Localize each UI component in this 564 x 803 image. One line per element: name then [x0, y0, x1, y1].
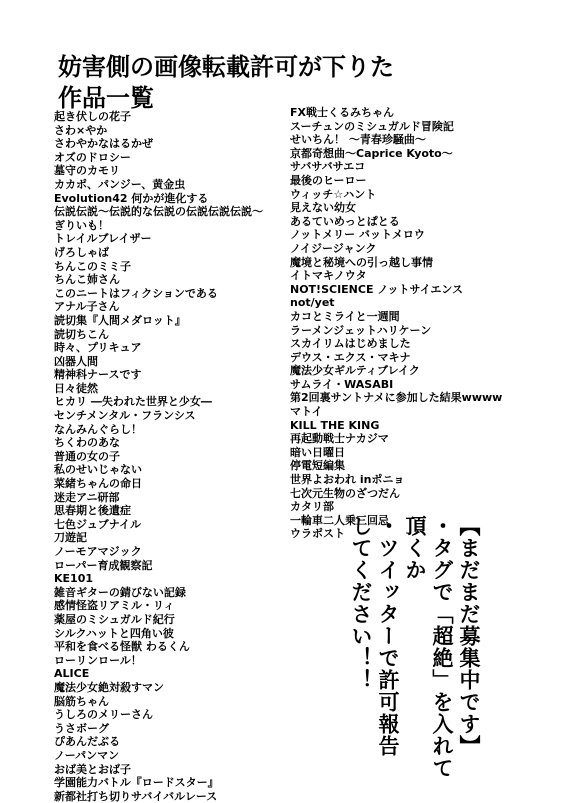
list-item: KILL THE KING — [290, 418, 380, 432]
list-item: 起き伏しの花子 — [54, 110, 131, 123]
list-item: 第2回裏サントナメに参加した結果wwww — [290, 391, 503, 405]
note-line-1: 【まだまだ募集中です】 — [457, 515, 481, 757]
list-item: アナル子さん — [54, 300, 120, 314]
list-item: ノーモアマジック — [54, 545, 142, 558]
list-item: げろしゃば — [54, 245, 109, 259]
list-item: オズのドロシー — [54, 150, 131, 164]
list-item: マトイ — [290, 405, 323, 419]
list-item: ウラポスト — [290, 527, 345, 541]
list-item: スカイリムはじめました — [290, 337, 411, 351]
list-item: ウィッチ☆ハント — [290, 187, 377, 201]
list-item: ぴあんだぶる — [54, 735, 120, 749]
list-item: 見えない幼女 — [290, 201, 356, 215]
list-item: うさボーグ — [54, 721, 109, 735]
list-item: ヒカリ ―失われた世界と少女― — [54, 395, 212, 409]
list-item: 新都社打ち切りサバイバルレース — [54, 789, 218, 803]
list-item: ぎりいも！ — [54, 218, 109, 232]
title-line-2: 作品一覧 — [58, 84, 154, 112]
list-item: NOT!SCIENCE ノットサイエンス — [290, 282, 463, 296]
list-item: 思春期と後遺症 — [54, 504, 131, 518]
list-item: 刀遊記 — [54, 531, 87, 545]
list-item: サバサバサエコ — [290, 160, 366, 174]
list-item: 一輪車二人乗三回忌 — [290, 513, 389, 527]
note-line-4: してください！！ — [349, 515, 373, 691]
list-item: トレイルブレイザー — [54, 232, 152, 246]
list-item: ローリンロール！ — [54, 653, 142, 667]
list-item: 七色ジュブナイル — [54, 517, 142, 531]
page-title — [58, 52, 394, 114]
list-item: 京都奇想曲～Caprice Kyoto～ — [290, 146, 453, 160]
recruitment-note — [349, 515, 482, 795]
list-item: せいちん！ ～青春珍騒曲～ — [290, 133, 426, 147]
list-item: デウス・エクス・マキナ — [290, 350, 411, 364]
list-item: 感情怪盗リアミル・リィ — [54, 599, 175, 613]
note-line-2: ・タグで「超絶」を入れて頂くか — [403, 515, 454, 779]
list-item: 読切ちこん — [54, 327, 109, 341]
list-item: ちんこのミミ子 — [54, 259, 131, 273]
list-item: 迷走アニ研部 — [54, 490, 120, 504]
list-item: うしろのメリーさん — [54, 708, 153, 722]
list-item: ちくわのあな — [54, 436, 120, 450]
list-item: カタリ部 — [290, 500, 334, 514]
list-item: さわ×やか — [54, 123, 108, 137]
list-item: スーチュンのミシュガルド冒険記 — [290, 119, 454, 133]
list-item: 精神科ナースです — [54, 368, 142, 382]
list-item: 凶器人間 — [54, 354, 98, 368]
list-item: 最後のヒーロー — [290, 173, 367, 187]
list-item: 読切集『人間メダロット』 — [54, 313, 186, 327]
list-item: おば美とおば子 — [54, 762, 131, 776]
list-item: このニートはフィクションである — [54, 286, 218, 300]
list-item: 魔境と秘境への引っ越し事情 — [290, 255, 433, 269]
list-item: 薬屋のミシュガルド紀行 — [54, 612, 175, 626]
title-line-1: 妨害側の画像転載許可が下りた — [58, 53, 394, 81]
list-item: カカポ、パンジー、黄金虫 — [54, 177, 186, 191]
list-item: 墓守のカモリ — [54, 164, 120, 178]
list-item: あるていめっとぱとる — [290, 214, 400, 228]
list-item: ラーメンジェットハリケーン — [290, 323, 432, 337]
list-item: 私のせいじゃない — [54, 463, 142, 477]
list-item: 魔法少女絶対殺すマン — [54, 680, 164, 694]
list-item: ちんこ姉さん — [54, 273, 120, 287]
list-item: 普通の女の子 — [54, 449, 120, 463]
list-item: ノットメリー バットメロウ — [290, 228, 425, 242]
list-item: ローパー育成観察記 — [54, 558, 153, 572]
list-item: 伝説伝説～伝説的な伝説の伝説伝説伝説～ — [54, 205, 263, 219]
note-line-3: ・ツイッターで許可報告 — [376, 515, 400, 757]
list-item: 平和を食べる怪獣 わるくん — [54, 640, 190, 654]
list-item: なんみんぐらし！ — [54, 422, 142, 436]
list-item: 時々、プリキュア — [54, 341, 142, 355]
list-item: not/yet — [290, 296, 335, 310]
list-item: FX戦士くるみちゃん — [290, 106, 394, 119]
list-item: 脳筋ちゃん — [54, 694, 109, 708]
list-item: 学園能力バトル『ロードスター』 — [54, 776, 219, 790]
list-item: 暗い日曜日 — [290, 445, 345, 459]
right-work-list — [290, 106, 502, 541]
list-item: 停電短編集 — [290, 459, 345, 473]
list-item: カコとミライと一週間 — [290, 309, 400, 323]
list-item: KE101 — [54, 572, 93, 586]
list-item: センチメンタル・フランシス — [54, 409, 196, 423]
list-item: 七次元生物のざつだん — [290, 486, 400, 500]
list-item: 日々徒然 — [54, 381, 98, 395]
list-item: イトマキノウタ — [290, 269, 367, 283]
list-item: 魔法少女ギルティブレイク — [290, 364, 420, 378]
list-item: ALICE — [54, 667, 90, 681]
list-item: さわやかなはるかぜ — [54, 137, 153, 151]
list-item: Evolution42 何かが進化する — [54, 191, 209, 205]
list-item: サムライ・WASABI — [290, 377, 394, 391]
list-item: シルクハットと四角い彼 — [54, 626, 174, 640]
list-item: 再起動戦士ナカジマ — [290, 432, 389, 446]
list-item: 世界よおわれ inポニョ — [290, 473, 405, 487]
left-work-list — [54, 110, 263, 803]
list-item: 雑音ギターの錆びない記録 — [54, 585, 186, 599]
list-item: ノイジージャンク — [290, 241, 377, 255]
list-item: 菜緒ちゃんの命日 — [54, 477, 142, 491]
list-item: ノーパンマン — [54, 748, 120, 762]
